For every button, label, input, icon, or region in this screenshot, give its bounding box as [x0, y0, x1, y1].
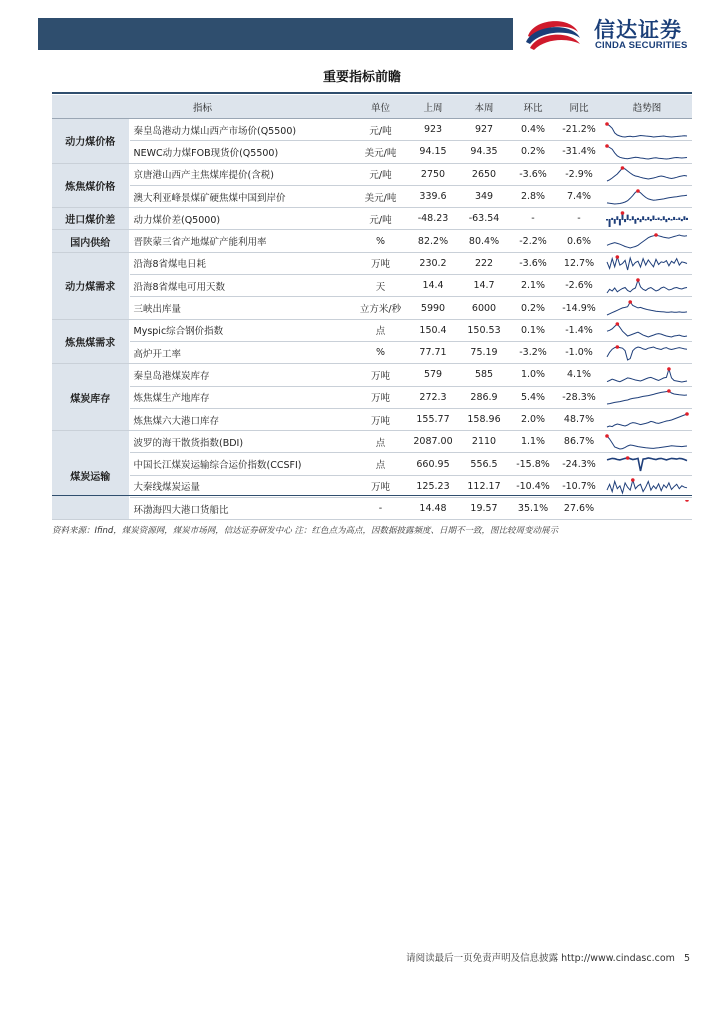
- col-header-wow: 环比: [510, 95, 556, 119]
- category-cell: 国内供给: [52, 230, 129, 252]
- wow-cell: -: [510, 208, 556, 230]
- sparkline-highpoint: [616, 256, 620, 260]
- page-footer: [406, 950, 690, 964]
- last-week-cell: 660.95: [408, 453, 458, 475]
- logo-en-text: CINDA SECURITIES: [595, 40, 688, 51]
- category-cell: 炼焦煤价格: [52, 163, 129, 208]
- this-week-cell: -63.54: [458, 208, 510, 230]
- indicator-cell: 波罗的海干散货指数(BDI): [129, 431, 353, 453]
- sparkline-highpoint: [667, 389, 671, 393]
- unit-cell: -: [353, 498, 408, 520]
- this-week-cell: 19.57: [458, 498, 510, 520]
- yoy-cell: -2.9%: [556, 163, 602, 185]
- unit-cell: 元/吨: [353, 163, 408, 185]
- sparkline-bar: [663, 216, 665, 220]
- this-week-cell: 349: [458, 185, 510, 207]
- category-cell: 煤炭库存: [52, 364, 129, 431]
- sparkline-highpoint: [636, 189, 640, 193]
- sparkline-bar: [658, 217, 660, 219]
- yoy-cell: -24.3%: [556, 453, 602, 475]
- this-week-cell: 80.4%: [458, 230, 510, 252]
- table-row: [52, 297, 692, 319]
- yoy-cell: 7.4%: [556, 185, 602, 207]
- trend-sparkline: [605, 254, 689, 272]
- sparkline-highpoint: [605, 434, 609, 438]
- unit-cell: 点: [353, 431, 408, 453]
- trend-cell: [602, 185, 692, 207]
- this-week-cell: 6000: [458, 297, 510, 319]
- sparkline-bar: [629, 219, 631, 221]
- indicator-cell: 秦皇岛港煤炭库存: [129, 364, 353, 386]
- logo-cn-text: 信达证券: [594, 18, 682, 42]
- col-header-this-week: 本周: [458, 95, 510, 119]
- unit-cell: 万吨: [353, 386, 408, 408]
- last-week-cell: 125.23: [408, 475, 458, 497]
- sparkline-bar: [665, 219, 667, 222]
- sparkline-highpoint: [685, 500, 689, 502]
- trend-sparkline: [605, 165, 689, 183]
- indicator-cell: 动力煤价差(Q5000): [129, 208, 353, 230]
- sparkline-highpoint: [605, 144, 609, 148]
- col-header-indicator: 指标: [52, 95, 353, 119]
- wow-cell: -15.8%: [510, 453, 556, 475]
- table-row: [52, 275, 692, 297]
- sparkline-line: [607, 480, 687, 493]
- indicator-table: [52, 95, 692, 520]
- table-row: [52, 386, 692, 408]
- last-week-cell: -48.23: [408, 208, 458, 230]
- trend-sparkline: [605, 299, 689, 317]
- yoy-cell: -1.4%: [556, 319, 602, 341]
- sparkline-bar: [650, 219, 652, 221]
- unit-cell: 万吨: [353, 364, 408, 386]
- indicator-cell: 沿海8省煤电日耗: [129, 252, 353, 274]
- sparkline-bar: [678, 217, 680, 219]
- yoy-cell: 27.6%: [556, 498, 602, 520]
- sparkline-bar: [647, 217, 649, 220]
- yoy-cell: -2.6%: [556, 275, 602, 297]
- sparkline-bar: [681, 219, 683, 221]
- table-row: [52, 185, 692, 207]
- table-row: [52, 408, 692, 430]
- sparkline-highpoint: [685, 412, 689, 416]
- yoy-cell: 12.7%: [556, 252, 602, 274]
- unit-cell: 立方米/秒: [353, 297, 408, 319]
- trend-sparkline: [605, 188, 689, 206]
- sparkline-bar: [609, 219, 611, 227]
- trend-sparkline: [605, 433, 689, 451]
- sparkline-highpoint: [616, 323, 620, 327]
- table-body: [52, 119, 692, 520]
- trend-cell: [602, 275, 692, 297]
- trend-sparkline: [605, 232, 689, 250]
- sparkline-line: [607, 191, 687, 204]
- col-header-last-week: 上周: [408, 95, 458, 119]
- sparkline-bar: [668, 218, 670, 220]
- table-row: [52, 141, 692, 163]
- sparkline-bar: [624, 219, 626, 222]
- sparkline-bar: [637, 218, 639, 220]
- unit-cell: 元/吨: [353, 208, 408, 230]
- sparkline-line: [607, 458, 687, 471]
- wow-cell: -3.6%: [510, 252, 556, 274]
- wow-cell: 1.0%: [510, 364, 556, 386]
- this-week-cell: 112.17: [458, 475, 510, 497]
- sparkline-line: [607, 257, 687, 270]
- table-row: [52, 163, 692, 185]
- wow-cell: 2.1%: [510, 275, 556, 297]
- sparkline-line: [607, 235, 687, 248]
- sparkline-bar: [671, 219, 673, 221]
- trend-sparkline: [605, 366, 689, 384]
- wow-cell: 5.4%: [510, 386, 556, 408]
- sparkline-bar: [606, 219, 608, 221]
- indicator-cell: Myspic综合钢价指数: [129, 319, 353, 341]
- trend-cell: [602, 119, 692, 141]
- sparkline-bar: [686, 218, 688, 220]
- sparkline-bar: [645, 219, 647, 221]
- yoy-cell: -14.9%: [556, 297, 602, 319]
- table-header-row: [52, 95, 692, 119]
- table-row: [52, 498, 692, 520]
- yoy-cell: -: [556, 208, 602, 230]
- sparkline-bar: [652, 215, 654, 219]
- indicator-cell: 京唐港山西产主焦煤库提价(含税): [129, 163, 353, 185]
- indicator-cell: 中国长江煤炭运输综合运价指数(CCSFI): [129, 453, 353, 475]
- category-cell: 炼焦煤需求: [52, 319, 129, 364]
- page-number: 5: [683, 953, 690, 964]
- sparkline-line: [607, 369, 687, 382]
- sparkline-highpoint: [631, 479, 635, 483]
- trend-cell: [602, 408, 692, 430]
- table-row: [52, 364, 692, 386]
- sparkline-bar: [614, 219, 616, 224]
- sparkline-highpoint: [621, 166, 625, 170]
- yoy-cell: -31.4%: [556, 141, 602, 163]
- sparkline-highpoint: [654, 233, 658, 237]
- sparkline-line: [607, 391, 687, 404]
- footer-disclaimer: 请阅读最后一页免责声明及信息披露 http://www.cindasc.com: [406, 953, 675, 964]
- this-week-cell: 158.96: [458, 408, 510, 430]
- sparkline-line: [607, 124, 687, 137]
- indicator-cell: 大秦线煤炭运量: [129, 475, 353, 497]
- this-week-cell: 2650: [458, 163, 510, 185]
- sparkline-bar: [632, 216, 634, 220]
- indicator-cell: 秦皇岛港动力煤山西产市场价(Q5500): [129, 119, 353, 141]
- header-bar: [38, 18, 513, 50]
- yoy-cell: 4.1%: [556, 364, 602, 386]
- sparkline-bar: [627, 214, 629, 219]
- wow-cell: 2.0%: [510, 408, 556, 430]
- sparkline-highpoint: [628, 300, 632, 304]
- sparkline-line: [607, 436, 687, 449]
- trend-sparkline: [605, 121, 689, 139]
- category-cell: 煤炭运输: [52, 431, 129, 520]
- trend-sparkline: [605, 455, 689, 473]
- unit-cell: %: [353, 230, 408, 252]
- yoy-cell: -28.3%: [556, 386, 602, 408]
- table-row: [52, 431, 692, 453]
- yoy-cell: 48.7%: [556, 408, 602, 430]
- unit-cell: 元/吨: [353, 119, 408, 141]
- trend-cell: [602, 364, 692, 386]
- wow-cell: -3.2%: [510, 341, 556, 363]
- last-week-cell: 339.6: [408, 185, 458, 207]
- wow-cell: 35.1%: [510, 498, 556, 520]
- sparkline-highpoint: [626, 456, 630, 460]
- sparkline-bar: [616, 216, 618, 220]
- trend-cell: [602, 386, 692, 408]
- unit-cell: 天: [353, 275, 408, 297]
- wow-cell: 0.2%: [510, 297, 556, 319]
- trend-sparkline: [605, 411, 689, 429]
- yoy-cell: 0.6%: [556, 230, 602, 252]
- table-row: [52, 341, 692, 363]
- wow-cell: -3.6%: [510, 163, 556, 185]
- unit-cell: %: [353, 341, 408, 363]
- trend-cell: [602, 208, 692, 230]
- sparkline-line: [607, 414, 687, 427]
- indicator-cell: 三峡出库量: [129, 297, 353, 319]
- wow-cell: 2.8%: [510, 185, 556, 207]
- trend-cell: [602, 341, 692, 363]
- wow-cell: 0.1%: [510, 319, 556, 341]
- wow-cell: 0.2%: [510, 141, 556, 163]
- source-note: 资料来源：Ifind，煤炭资源网，煤炭市场网，信达证券研发中心 注：红色点为高点，因数据披露频度、日期不一致，图比较周变动展示: [52, 526, 558, 536]
- unit-cell: 万吨: [353, 252, 408, 274]
- sparkline-highpoint: [605, 122, 609, 126]
- trend-cell: [602, 252, 692, 274]
- trend-sparkline: [605, 477, 689, 495]
- trend-sparkline: [605, 344, 689, 362]
- this-week-cell: 585: [458, 364, 510, 386]
- unit-cell: 点: [353, 319, 408, 341]
- last-week-cell: 14.48: [408, 498, 458, 520]
- last-week-cell: 82.2%: [408, 230, 458, 252]
- unit-cell: 万吨: [353, 408, 408, 430]
- category-cell: 动力煤价格: [52, 119, 129, 164]
- yoy-cell: -10.7%: [556, 475, 602, 497]
- sparkline-bar: [640, 219, 642, 222]
- last-week-cell: 77.71: [408, 341, 458, 363]
- sparkline-bar: [655, 219, 657, 220]
- wow-cell: -10.4%: [510, 475, 556, 497]
- last-week-cell: 150.4: [408, 319, 458, 341]
- wow-cell: -2.2%: [510, 230, 556, 252]
- trend-cell: [602, 453, 692, 475]
- this-week-cell: 927: [458, 119, 510, 141]
- sparkline-highpoint: [667, 367, 671, 371]
- sparkline-bar: [676, 219, 678, 220]
- sparkline-line: [607, 302, 687, 315]
- trend-cell: [602, 431, 692, 453]
- this-week-cell: 14.7: [458, 275, 510, 297]
- trend-sparkline: [605, 210, 689, 228]
- sparkline-highpoint: [621, 211, 625, 215]
- this-week-cell: 222: [458, 252, 510, 274]
- indicator-cell: 环渤海四大港口货船比: [129, 498, 353, 520]
- sparkline-bar: [611, 218, 613, 220]
- sparkline-bar: [634, 219, 636, 224]
- sparkline-line: [607, 146, 687, 159]
- yoy-cell: 86.7%: [556, 431, 602, 453]
- last-week-cell: 272.3: [408, 386, 458, 408]
- unit-cell: 万吨: [353, 475, 408, 497]
- unit-cell: 美元/吨: [353, 185, 408, 207]
- trend-cell: [602, 498, 692, 520]
- unit-cell: 点: [353, 453, 408, 475]
- this-week-cell: 286.9: [458, 386, 510, 408]
- indicator-cell: 晋陕蒙三省产地煤矿产能利用率: [129, 230, 353, 252]
- indicator-cell: 沿海8省煤电可用天数: [129, 275, 353, 297]
- indicator-cell: 澳大利亚峰景煤矿硬焦煤中国到岸价: [129, 185, 353, 207]
- this-week-cell: 556.5: [458, 453, 510, 475]
- trend-sparkline: [605, 388, 689, 406]
- this-week-cell: 2110: [458, 431, 510, 453]
- trend-sparkline: [605, 500, 689, 518]
- table-row: [52, 453, 692, 475]
- this-week-cell: 75.19: [458, 341, 510, 363]
- indicator-cell: 炼焦煤生产地库存: [129, 386, 353, 408]
- table-row: [52, 119, 692, 141]
- sparkline-line: [607, 347, 687, 360]
- sparkline-bar: [673, 217, 675, 220]
- col-header-unit: 单位: [353, 95, 408, 119]
- last-week-cell: 230.2: [408, 252, 458, 274]
- sparkline-bar: [642, 216, 644, 220]
- sparkline-line: [607, 280, 687, 293]
- table-bottom-divider: [52, 495, 692, 496]
- table-row: [52, 319, 692, 341]
- sparkline-line: [607, 324, 687, 337]
- last-week-cell: 2750: [408, 163, 458, 185]
- sparkline-bar: [683, 216, 685, 220]
- sparkline-bar: [619, 219, 621, 225]
- last-week-cell: 155.77: [408, 408, 458, 430]
- last-week-cell: 923: [408, 119, 458, 141]
- wow-cell: 1.1%: [510, 431, 556, 453]
- title-divider: [52, 92, 692, 94]
- last-week-cell: 94.15: [408, 141, 458, 163]
- page-title: 重要指标前瞻: [322, 70, 401, 85]
- table-row: [52, 208, 692, 230]
- yoy-cell: -1.0%: [556, 341, 602, 363]
- this-week-cell: 150.53: [458, 319, 510, 341]
- trend-cell: [602, 230, 692, 252]
- sparkline-highpoint: [636, 278, 640, 282]
- yoy-cell: -21.2%: [556, 119, 602, 141]
- indicator-cell: 炼焦煤六大港口库存: [129, 408, 353, 430]
- sparkline-highpoint: [616, 345, 620, 349]
- category-cell: 动力煤需求: [52, 252, 129, 319]
- trend-cell: [602, 297, 692, 319]
- wow-cell: 0.4%: [510, 119, 556, 141]
- trend-sparkline: [605, 277, 689, 295]
- indicator-cell: 高炉开工率: [129, 341, 353, 363]
- col-header-trend: 趋势图: [602, 95, 692, 119]
- sparkline-line: [607, 168, 687, 181]
- table-row: [52, 252, 692, 274]
- col-header-yoy: 同比: [556, 95, 602, 119]
- category-cell: 进口煤价差: [52, 208, 129, 230]
- last-week-cell: 579: [408, 364, 458, 386]
- sparkline-bar: [660, 219, 662, 221]
- table-row: [52, 230, 692, 252]
- unit-cell: 美元/吨: [353, 141, 408, 163]
- trend-sparkline: [605, 143, 689, 161]
- last-week-cell: 5990: [408, 297, 458, 319]
- trend-cell: [602, 319, 692, 341]
- trend-cell: [602, 141, 692, 163]
- this-week-cell: 94.35: [458, 141, 510, 163]
- trend-sparkline: [605, 321, 689, 339]
- trend-cell: [602, 163, 692, 185]
- last-week-cell: 14.4: [408, 275, 458, 297]
- last-week-cell: 2087.00: [408, 431, 458, 453]
- indicator-cell: NEWC动力煤FOB现货价(Q5500): [129, 141, 353, 163]
